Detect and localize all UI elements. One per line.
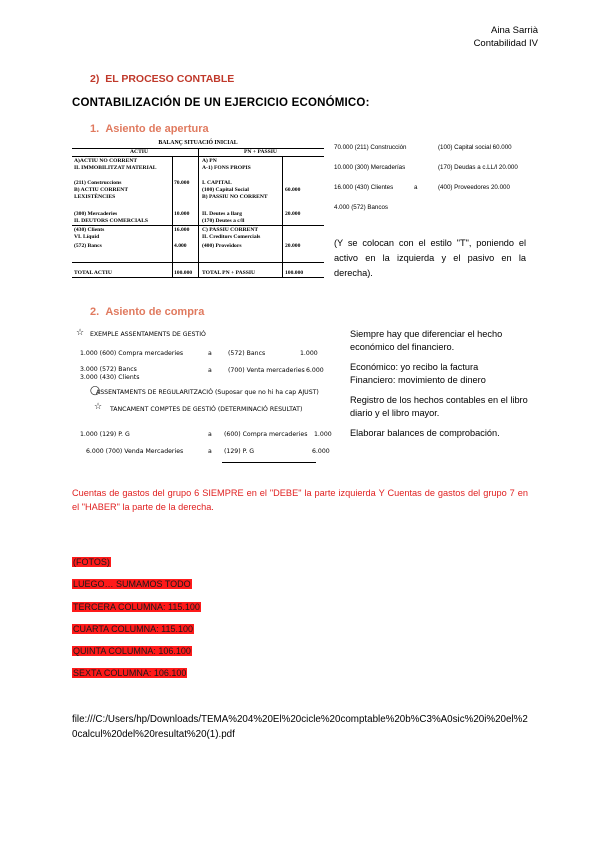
expenses-rule-note: Cuentas de gastos del grupo 6 SIEMPRE en el "DEBE" la parte izquierda Y Cuentas de gastos del grupo 7 en el "HABER" la parte de la derecha. xyxy=(72,488,528,512)
balance-right-row: (100) Capital Social xyxy=(202,187,249,193)
balance-right-row: I. CAPITAL xyxy=(202,180,232,186)
journal-sep: a xyxy=(208,350,212,357)
journal-amount: 6.000 xyxy=(312,448,330,455)
balance-left-value: 70.000 xyxy=(174,180,190,186)
entry-left: 16.000 (430) Clientes xyxy=(334,184,394,191)
entry-left: 4.000 (572) Bancos xyxy=(334,204,389,211)
star-icon: ☆ xyxy=(76,328,85,338)
journal-sep: a xyxy=(208,448,212,455)
journal-line: 3.000 (430) Clients xyxy=(80,374,140,381)
balance-right-value: 20.000 xyxy=(285,243,301,249)
balance-right-value: 20.000 xyxy=(285,211,301,217)
balance-right-row: A) PN xyxy=(202,158,217,164)
journal-sep: a xyxy=(208,431,212,438)
balance-right-value: 60.000 xyxy=(285,187,301,193)
journal-line: 6.000 (700) Venda Mercaderies xyxy=(86,448,184,455)
balance-left-value: 16.000 xyxy=(174,227,190,233)
balance-right-row: B) PASSIU NO CORRENT xyxy=(202,194,268,200)
document-header xyxy=(474,24,538,50)
journal-heading: EXEMPLE ASSENTAMENTS DE GESTIÓ xyxy=(90,331,206,338)
balance-right-row: II. Creditors Comercials xyxy=(202,234,261,240)
entry-right: (400) Proveedores 20.000 xyxy=(438,184,510,191)
balance-left-row: VI. Líquid xyxy=(74,234,100,240)
entry-left: 70.000 (211) Construcción xyxy=(334,144,407,151)
highlight-line: LUEGO… SUMAMOS TODO xyxy=(73,579,191,589)
journal-amount: 1.000 xyxy=(300,350,318,357)
balance-right-row: II. Deutes a llarg xyxy=(202,211,243,217)
balance-right-row: (170) Deutes a c/ll xyxy=(202,218,245,224)
entry-left: 10.000 (300) Mercaderías xyxy=(334,164,406,171)
balance-right-row: A-1) FONS PROPIS xyxy=(202,165,251,171)
purchase-journal-image xyxy=(72,328,344,468)
balance-title: BALANÇ SITUACIÓ INICIAL xyxy=(158,140,238,146)
highlight-line: TERCERA COLUMNA: 115.100 xyxy=(73,602,200,612)
note-paragraph: Económico: yo recibo la factura Financiero: movimiento de dinero xyxy=(350,362,486,385)
subheading-opening xyxy=(90,123,209,135)
purchase-notes xyxy=(350,328,528,448)
journal-heading: TANCAMENT COMPTES DE GESTIÓ (DETERMINACIÓ RESULTAT) xyxy=(110,406,303,413)
balance-left-row: II. IMMOBILITZAT MATERIAL xyxy=(74,165,157,171)
balance-right-row: (400) Proveïdors xyxy=(202,243,242,249)
journal-line: 1.000 (129) P. G xyxy=(80,431,130,438)
highlight-line: QUINTA COLUMNA: 106.100 xyxy=(73,646,191,656)
section-heading xyxy=(90,73,234,85)
journal-line: (129) P. G xyxy=(224,448,255,455)
journal-sep: a xyxy=(208,367,212,374)
journal-line: (572) Bancs xyxy=(228,350,266,357)
balance-col-left: ACTIU xyxy=(130,149,149,155)
balance-left-row: (572) Bancs xyxy=(74,243,102,249)
journal-line: 3.000 (572) Bancs xyxy=(80,366,137,373)
section-number: 2) xyxy=(90,73,100,85)
subheading-title: Asiento de compra xyxy=(105,306,205,318)
journal-heading: ASSENTAMENTS DE REGULARITZACIÓ (Suposar que no hi ha cap AJUST) xyxy=(96,389,319,396)
star-icon: ☆ xyxy=(94,402,103,412)
highlight-line: CUARTA COLUMNA: 115.100 xyxy=(73,624,194,634)
balance-total-left: TOTAL ACTIU xyxy=(74,270,112,276)
section-title: EL PROCESO CONTABLE xyxy=(105,73,235,85)
subject-name: Contabilidad IV xyxy=(473,38,538,49)
subheading-purchase xyxy=(90,306,204,318)
journal-rule xyxy=(222,462,316,463)
entry-sep: a xyxy=(414,184,418,191)
balance-left-row: II. DEUTORS COMERCIALS xyxy=(74,218,149,224)
note-paragraph: Siempre hay que diferenciar el hecho económico del financiero. xyxy=(350,329,503,352)
balance-total-right-value: 100.000 xyxy=(285,270,304,276)
journal-line: 1.000 (600) Compra mercaderies xyxy=(80,350,184,357)
balance-left-row: (211) Construccions xyxy=(74,180,122,186)
balance-left-row: (430) Clients xyxy=(74,227,105,233)
subheading-number: 1. xyxy=(90,123,100,135)
balance-left-value: 4.000 xyxy=(174,243,187,249)
balance-right-row: C) PASSIU CORRENT xyxy=(202,227,259,233)
note-paragraph: Registro de los hechos contables en el libro diario y el libro mayor. xyxy=(350,395,528,418)
highlight-line: SEXTA COLUMNA: 106.100 xyxy=(73,668,187,678)
file-path-link[interactable]: file:///C:/Users/hp/Downloads/TEMA%204%20El%20cicle%20comptable%20b%C3%A0sic%20i%20el%20calcul%20del%20resultat%20(1).pdf xyxy=(72,714,528,740)
balance-left-row: A)ACTIU NO CORRENT xyxy=(74,158,138,164)
circle-icon: ◯ xyxy=(90,386,101,396)
balance-left-value: 10.000 xyxy=(174,211,190,217)
highlight-line: (FOTOS) xyxy=(73,557,110,567)
balance-total-left-value: 100.000 xyxy=(174,270,193,276)
journal-amount: 6.000 xyxy=(306,367,324,374)
subheading-title: Asiento de apertura xyxy=(105,123,209,135)
subheading-number: 2. xyxy=(90,306,100,318)
balance-col-right: PN + PASSIU xyxy=(244,149,277,155)
entry-right: (170) Deudas a c.LL/l 20.000 xyxy=(438,164,518,171)
main-title: CONTABILIZACIÓN DE UN EJERCICIO ECONÓMICO: xyxy=(72,97,370,109)
note-paragraph: Elaborar balances de comprobación. xyxy=(350,428,500,438)
t-account-note: (Y se colocan con el estilo "T", poniendo el activo en la izquierda y el pasivo en la derecha). xyxy=(334,238,526,278)
balance-left-row: B) ACTIU CORRENT xyxy=(74,187,129,193)
journal-line: (600) Compra mercaderies xyxy=(224,431,308,438)
journal-line: (700) Venta mercaderies xyxy=(228,367,305,374)
entry-right: (100) Capital social 60.000 xyxy=(438,144,512,151)
journal-amount: 1.000 xyxy=(314,431,332,438)
balance-total-right: TOTAL PN + PASSIU xyxy=(202,270,256,276)
balance-left-row: (300) Mercaderies xyxy=(74,211,118,217)
author-name: Aina Sarrià xyxy=(491,25,538,36)
balance-left-row: I.EXISTÈNCIES xyxy=(74,194,116,200)
initial-balance-table xyxy=(72,140,324,278)
